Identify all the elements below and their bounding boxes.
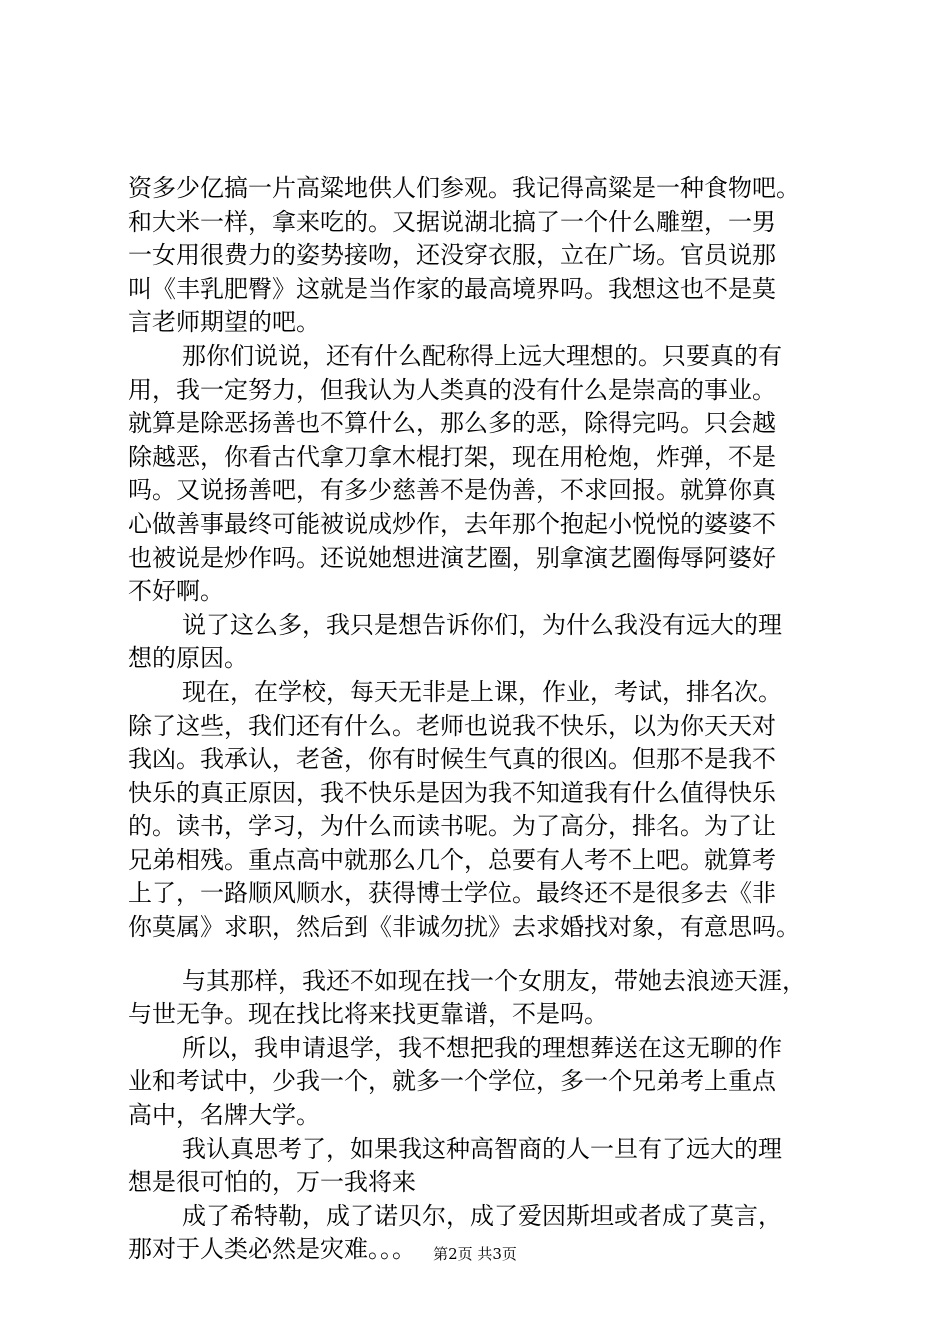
paragraph-start-line: 我认真思考了，如果我这种高智商的人一旦有了远大的理 <box>182 1134 782 1163</box>
text-line: 想是很可怕的，万一我将来 <box>128 1168 416 1197</box>
page-number-footer: 第2页 共3页 <box>433 1245 517 1263</box>
text-line: 那对于人类必然是灾难。。。 <box>128 1235 416 1264</box>
paragraph-spacer <box>128 945 850 965</box>
text-line: 的。读书，学习，为什么而读书呢。为了高分，排名。为了让 <box>128 812 776 841</box>
paragraph-start-line: 现在，在学校，每天无非是上课，作业，考试，排名次。 <box>182 677 782 706</box>
text-line: 高中，名牌大学。 <box>128 1101 320 1130</box>
text-line: 上了，一路顺风顺水，获得博士学位。最终还不是很多去《非 <box>128 879 776 908</box>
paragraph-start-line: 成了希特勒，成了诺贝尔，成了爱因斯坦或者成了莫言， <box>182 1201 782 1230</box>
text-line: 就算是除恶扬善也不算什么，那么多的恶，除得完吗。只会越 <box>128 409 776 438</box>
text-line: 除了这些，我们还有什么。老师也说我不快乐，以为你天天对 <box>128 711 776 740</box>
paragraph-start-line: 所以，我申请退学，我不想把我的理想葬送在这无聊的作 <box>182 1033 782 1062</box>
document-body <box>128 172 850 1267</box>
text-line: 一女用很费力的姿势接吻，还没穿衣服，立在广场。官员说那 <box>128 241 776 270</box>
paragraph-start-line: 与其那样，我还不如现在找一个女朋友，带她去浪迹天涯， <box>182 966 806 995</box>
text-line: 和大米一样，拿来吃的。又据说湖北搞了一个什么雕塑，一男 <box>128 207 776 236</box>
text-line: 吗。又说扬善吧，有多少慈善不是伪善，不求回报。就算你真 <box>128 476 776 505</box>
text-line: 你莫属》求职，然后到《非诚勿扰》去求婚找对象，有意思吗。 <box>128 913 800 942</box>
text-line: 业和考试中，少我一个，就多一个学位，多一个兄弟考上重点 <box>128 1067 776 1096</box>
text-line: 兄弟相残。重点高中就那么几个，总要有人考不上吧。就算考 <box>128 845 776 874</box>
text-line: 叫《丰乳肥臀》这就是当作家的最高境界吗。我想这也不是莫 <box>128 274 776 303</box>
text-line: 快乐的真正原因，我不快乐是因为我不知道我有什么值得快乐 <box>128 778 776 807</box>
text-line: 想的原因。 <box>128 644 248 673</box>
text-line: 心做善事最终可能被说成炒作，去年那个抱起小悦悦的婆婆不 <box>128 509 776 538</box>
text-line: 不好啊。 <box>128 577 224 606</box>
text-line: 我凶。我承认，老爸，你有时候生气真的很凶。但那不是我不 <box>128 745 776 774</box>
text-line: 也被说是炒作吗。还说她想进演艺圈，别拿演艺圈侮辱阿婆好 <box>128 543 776 572</box>
text-line: 言老师期望的吧。 <box>128 308 320 337</box>
text-line: 资多少亿搞一片高粱地供人们参观。我记得高粱是一种食物吧。 <box>128 174 800 202</box>
text-line: 用，我一定努力，但我认为人类真的没有什么是崇高的事业。 <box>128 375 776 404</box>
text-line: 除越恶，你看古代拿刀拿木棍打架，现在用枪炮，炸弹，不是 <box>128 442 776 471</box>
paragraph-start-line: 那你们说说，还有什么配称得上远大理想的。只要真的有 <box>182 341 782 370</box>
text-line: 与世无争。现在找比将来找更靠谱，不是吗。 <box>128 1000 608 1029</box>
paragraph-start-line: 说了这么多，我只是想告诉你们，为什么我没有远大的理 <box>182 610 782 639</box>
